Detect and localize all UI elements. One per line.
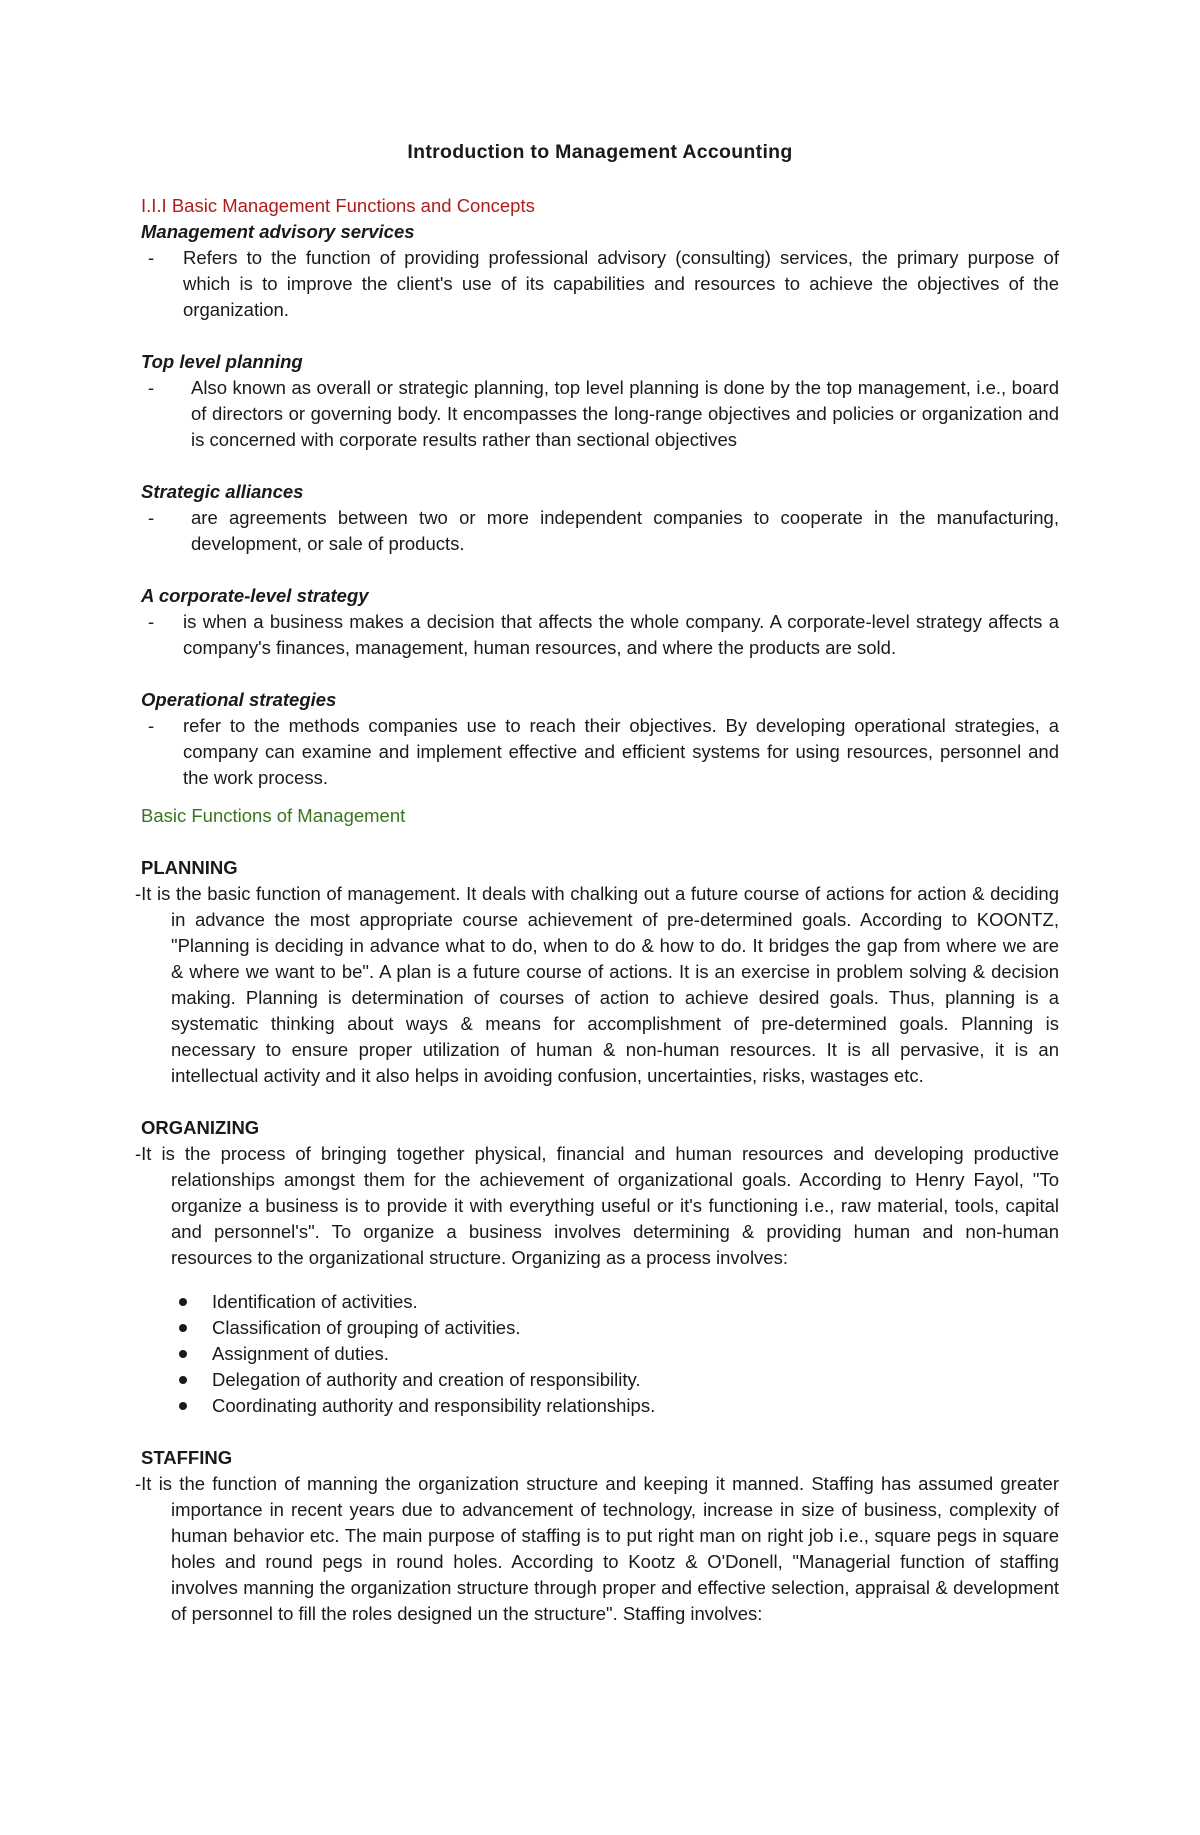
list-item: Delegation of authority and creation of responsibility. [141, 1367, 1059, 1393]
paragraph-organizing: -It is the process of bringing together physical, financial and human resources and developing productive relationships amongst them for the achievement of organizational goals. According to Henry Fayol, "To organize a business is to provide it with everything useful or it's functioning i.e., raw material, tools, capital and personnel's". To organize a business involves determining & providing human and non-human resources to the organizational structure. Organizing as a process involves: [135, 1143, 1059, 1268]
paragraph-staffing: -It is the function of manning the organization structure and keeping it manned. Staffing has assumed greater importance in recent years due to advancement of technology, increase in size of business, complexity of human behavior etc. The main purpose of staffing is to put right man on right job i.e., square pegs in square holes and round pegs in round holes. According to Kootz & O'Donell, "Managerial function of staffing involves manning the organization structure through proper and effective selection, appraisal & development of personnel to fill the roles designed un the structure". Staffing involves: [135, 1473, 1059, 1624]
term-management-advisory-services: Management advisory services [141, 221, 415, 242]
definition-text: are agreements between two or more independent companies to cooperate in the manufacturing, development, or sale of products. [191, 507, 1059, 554]
term-top-level-planning: Top level planning [141, 351, 303, 372]
definition-text: refer to the methods companies use to reach their objectives. By developing operational strategies, a company can examine and implement effective and efficient systems for using resources, personnel and the work process. [183, 715, 1059, 788]
document-title: Introduction to Management Accounting [407, 141, 793, 163]
organizing-process-list [141, 1289, 1059, 1419]
definition-text: Refers to the function of providing professional advisory (consulting) services, the primary purpose of which is to improve the client's use of its capabilities and resources to achieve the objectives of the organization. [183, 247, 1059, 320]
list-item: Assignment of duties. [141, 1341, 1059, 1367]
list-item: Classification of grouping of activities. [141, 1315, 1059, 1341]
definition-management-advisory-services [141, 245, 1059, 323]
dash-marker: - [148, 611, 155, 632]
bullet-icon [179, 1350, 187, 1358]
dash-marker: - [148, 377, 155, 398]
list-item: Identification of activities. [141, 1289, 1059, 1315]
paragraph-planning: -It is the basic function of management. It deals with chalking out a future course of actions for action & deciding in advance the most appropriate course achievement of pre-determined goals. According to KOONTZ, "Planning is deciding in advance what to do, when to do & how to do. It bridges the gap from where we are & where we want to be". A plan is a future course of actions. It is an exercise in problem solving & decision making. Planning is determination of courses of action to achieve desired goals. Thus, planning is a systematic thinking about ways & means for accomplishment of pre-determined goals. Planning is necessary to ensure proper utilization of human & non-human resources. It is all pervasive, it is an intellectual activity and it also helps in avoiding confusion, uncertainties, risks, wastages etc. [135, 883, 1059, 1086]
dash-marker: - [148, 247, 155, 268]
definition-text: Also known as overall or strategic planning, top level planning is done by the top management, i.e., board of directors or governing body. It encompasses the long-range objectives and policies or organization and is concerned with corporate results rather than sectional objectives [191, 377, 1059, 450]
term-strategic-alliances: Strategic alliances [141, 481, 304, 502]
definition-top-level-planning [141, 375, 1059, 453]
document-body [135, 193, 1059, 1627]
definition-corporate-level-strategy [141, 609, 1059, 661]
dash-marker: - [148, 507, 155, 528]
heading-staffing: STAFFING [141, 1447, 233, 1468]
list-item: Coordinating authority and responsibility relationships. [141, 1393, 1059, 1419]
bullet-icon [179, 1402, 187, 1410]
term-corporate-level-strategy: A corporate-level strategy [141, 585, 369, 606]
definition-operational-strategies [141, 713, 1059, 791]
dash-marker: - [148, 715, 155, 736]
definition-text: is when a business makes a decision that affects the whole company. A corporate-level strategy affects a company's finances, management, human resources, and where the products are sold. [183, 611, 1059, 658]
bullet-icon [179, 1298, 187, 1306]
bullet-icon [179, 1376, 187, 1384]
term-operational-strategies: Operational strategies [141, 689, 337, 710]
definition-strategic-alliances [141, 505, 1059, 557]
section-heading-basic-management: I.I.I Basic Management Functions and Concepts [141, 195, 535, 216]
bullet-icon [179, 1324, 187, 1332]
heading-planning: PLANNING [141, 857, 238, 878]
heading-organizing: ORGANIZING [141, 1117, 260, 1138]
section-heading-basic-functions: Basic Functions of Management [141, 805, 406, 826]
